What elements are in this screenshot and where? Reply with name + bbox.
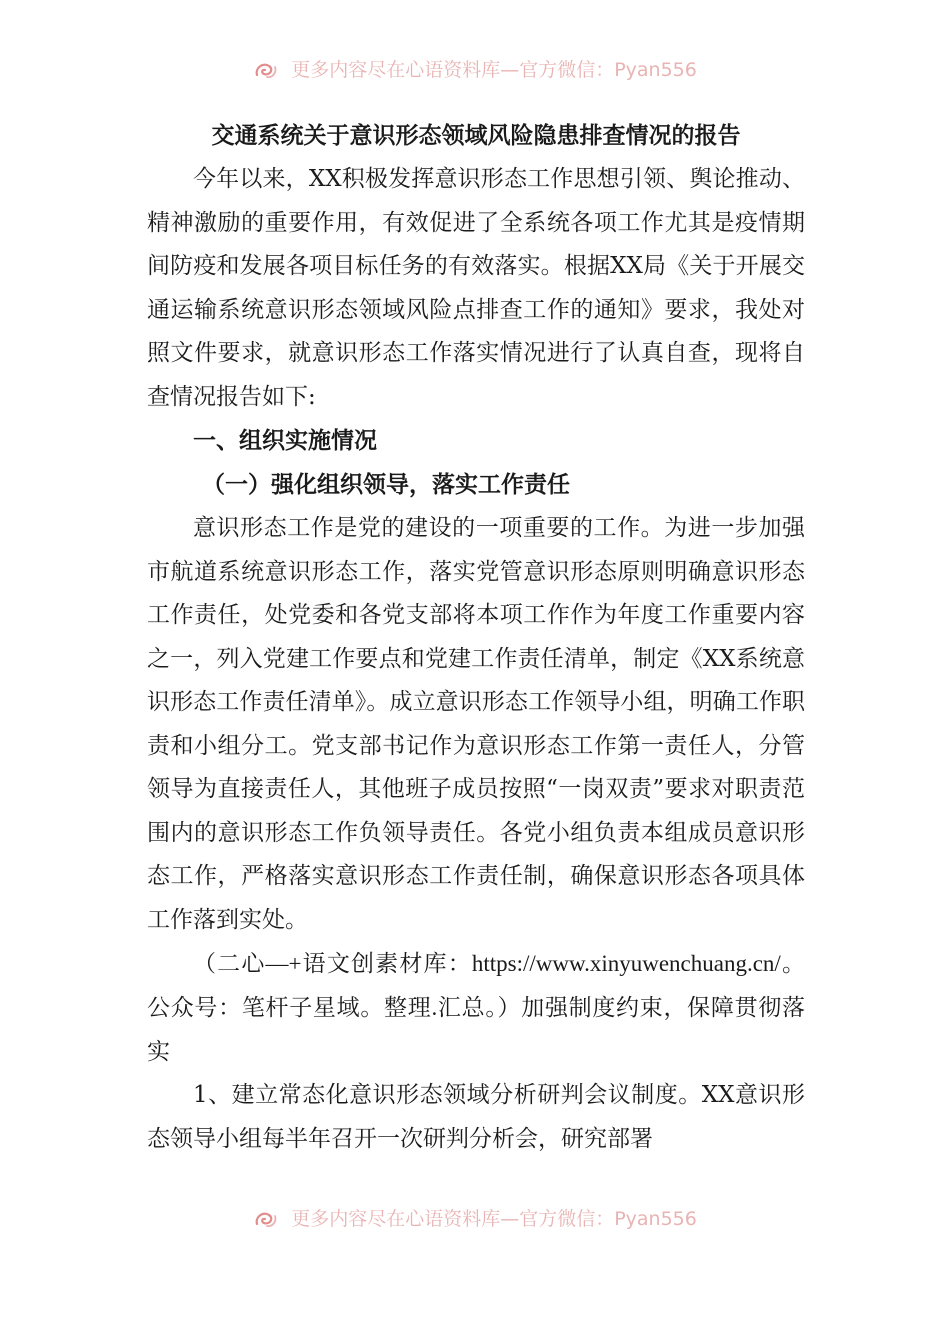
watermark-top [0,55,950,85]
intro-paragraph: 今年以来，XX积极发挥意识形态工作思想引领、舆论推动、精神激励的重要作用，有效促进了全系统各项工作尤其是疫情期间防疫和发展各项目标任务的有效落实。根据XX局《关于开展交通运输系统意识形态领域风险点排查工作的通知》要求，我处对照文件要求，就意识形态工作落实情况进行了认真自查，现将自查情况报告如下: [147,166,805,410]
swirl-logo-icon [253,60,279,80]
watermark-text: 更多内容尽在心语资料库—官方微信：Pyan556 [291,1208,697,1230]
subsection-1-body: 意识形态工作是党的建设的一项重要的工作。为进一步加强市航道系统意识形态工作，落实党管意识形态原则明确意识形态工作责任，处党委和各党支部将本项工作作为年度工作重要内容之一，列入党建工作要点和党建工作责任清单，制定《XX系统意识形态工作责任清单》。成立意识形态工作领导小组，明确工作职责和小组分工。党支部书记作为意识形态工作第一责任人，分管领导为直接责任人，其他班子成员按照“一岗双责”要求对职责范围内的意识形态工作负领导责任。各党小组负责本组成员意识形态工作，严格落实意识形态工作责任制，确保意识形态各项具体工作落到实处。 [147,515,805,933]
document-title: 交通系统关于意识形态领域风险隐患排查情况的报告 [211,122,741,149]
subsection-2-paragraph: （二心—+语文创素材库：https://www.xinyuwenchuang.cn/。公众号：笔杆子星域。整理.汇总。）加强制度约束，保障贯彻落实 [147,951,805,1064]
section-heading-1: 一、组织实施情况 [193,427,377,454]
subsection-heading-1: （一）强化组织领导，落实工作责任 [202,471,570,498]
document-body [147,114,805,1161]
watermark-bottom [0,1204,950,1234]
item-1-paragraph: 1、建立常态化意识形态领域分析研判会议制度。XX意识形态领导小组每半年召开一次研判分析会，研究部署 [147,1082,805,1152]
swirl-logo-icon [253,1209,279,1229]
watermark-text: 更多内容尽在心语资料库—官方微信：Pyan556 [291,59,697,81]
